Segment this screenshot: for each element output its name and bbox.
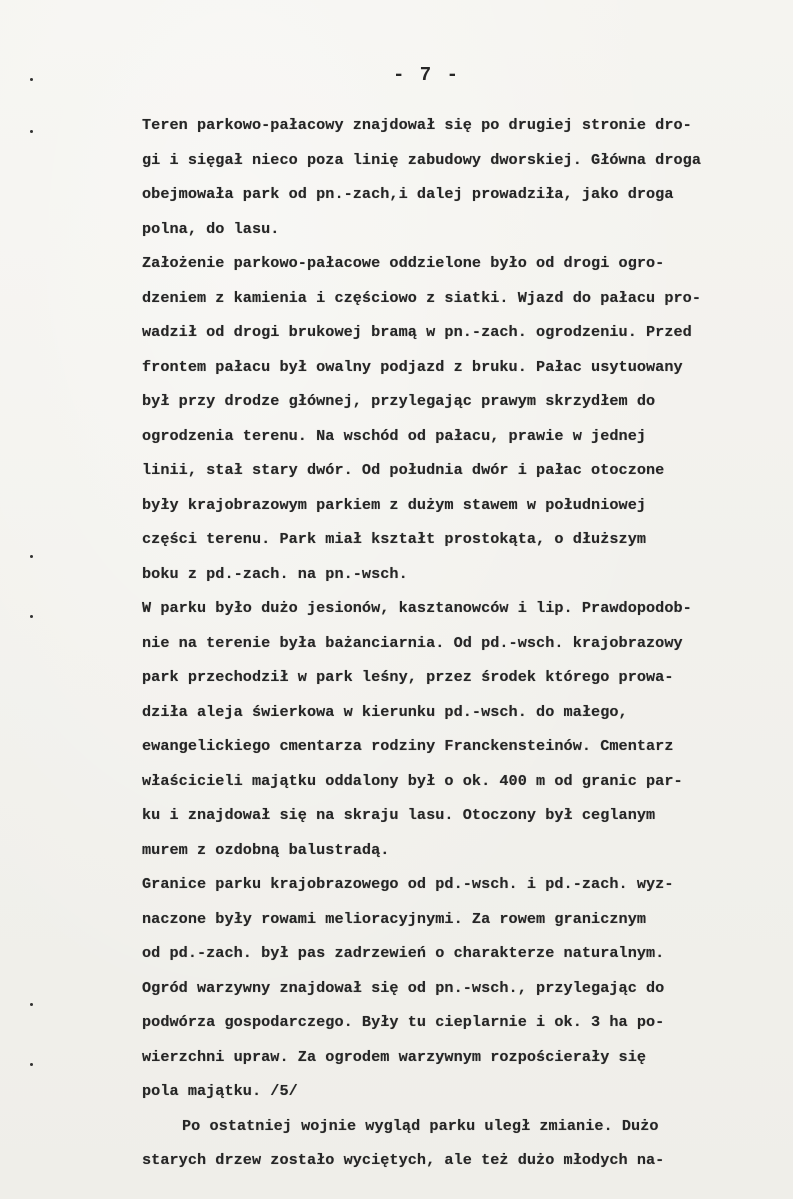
text-line: podwórza gospodarczego. Były tu cieplarnie i ok. 3 ha po- bbox=[142, 1013, 665, 1031]
text-line: W parku było dużo jesionów, kasztanowców i lip. Prawdopodob- bbox=[142, 599, 692, 617]
margin-mark bbox=[30, 1063, 33, 1066]
margin-mark bbox=[30, 1003, 33, 1006]
text-line: ku i znajdował się na skraju lasu. Otoczony był ceglanym bbox=[142, 806, 656, 824]
text-line: gi i sięgał nieco poza linię zabudowy dworskiej. Główna droga bbox=[142, 150, 702, 169]
margin-mark bbox=[30, 555, 33, 558]
text-line: części terenu. Park miał kształt prostokąta, o dłuższym bbox=[142, 530, 647, 548]
text-line: ewangelickiego cmentarza rodziny Franckensteinów. Cmentarz bbox=[142, 737, 674, 755]
margin-mark bbox=[30, 130, 33, 133]
text-line: od pd.-zach. był pas zadrzewień o charakterze naturalnym. bbox=[142, 944, 665, 962]
page-number: - 7 - bbox=[392, 64, 460, 86]
text-line: były krajobrazowym parkiem z dużym stawem w południowej bbox=[142, 495, 647, 514]
text-line: boku z pd.-zach. na pn.-wsch. bbox=[142, 564, 408, 583]
text-line: nie na terenie była bażanciarnia. Od pd.-wsch. krajobrazowy bbox=[142, 633, 683, 652]
text-line: ogrodzenia terenu. Na wschód od pałacu, prawie w jednej bbox=[142, 426, 647, 445]
text-line: murem z ozdobną balustradą. bbox=[142, 840, 390, 859]
text-line: starych drzew zostało wyciętych, ale też dużo młodych na- bbox=[142, 1151, 665, 1169]
text-line: naczone były rowami melioracyjnymi. Za rowem granicznym bbox=[142, 909, 647, 928]
margin-mark bbox=[30, 615, 33, 618]
text-line: linii, stał stary dwór. Od południa dwór i pałac otoczone bbox=[142, 461, 665, 479]
text-line: Ogród warzywny znajdował się od pn.-wsch., przylegając do bbox=[142, 978, 665, 997]
text-line: dziła aleja świerkowa w kierunku pd.-wsch. do małego, bbox=[142, 702, 628, 721]
text-line: Granice parku krajobrazowego od pd.-wsch. i pd.-zach. wyz- bbox=[142, 875, 674, 893]
text-line: był przy drodze głównej, przylegając prawym skrzydłem do bbox=[142, 392, 656, 410]
text-line: Teren parkowo-pałacowy znajdował się po drugiej stronie dro- bbox=[142, 116, 692, 134]
text-line: właścicieli majątku oddalony był o ok. 400 m od granic par- bbox=[142, 771, 683, 790]
text-line: obejmowała park od pn.-zach,i dalej prowadziła, jako droga bbox=[142, 185, 674, 203]
text-line: dzeniem z kamienia i częściowo z siatki. Wjazd do pałacu pro- bbox=[142, 288, 702, 307]
text-line: park przechodził w park leśny, przez środek którego prowa- bbox=[142, 668, 674, 686]
text-line: Założenie parkowo-pałacowe oddzielone było od drogi ogro- bbox=[142, 254, 665, 272]
text-line: frontem pałacu był owalny podjazd z bruku. Pałac usytuowany bbox=[142, 357, 683, 376]
body-text bbox=[142, 108, 782, 1178]
text-line: pola majątku. /5/ bbox=[142, 1082, 298, 1100]
text-line: wierzchni upraw. Za ogrodem warzywnym rozpościerały się bbox=[142, 1047, 647, 1066]
text-line: Po ostatniej wojnie wygląd parku uległ zmianie. Dużo bbox=[182, 1116, 659, 1135]
text-line: polna, do lasu. bbox=[142, 219, 280, 238]
text-line: wadził od drogi brukowej bramą w pn.-zach. ogrodzeniu. Przed bbox=[142, 323, 692, 341]
